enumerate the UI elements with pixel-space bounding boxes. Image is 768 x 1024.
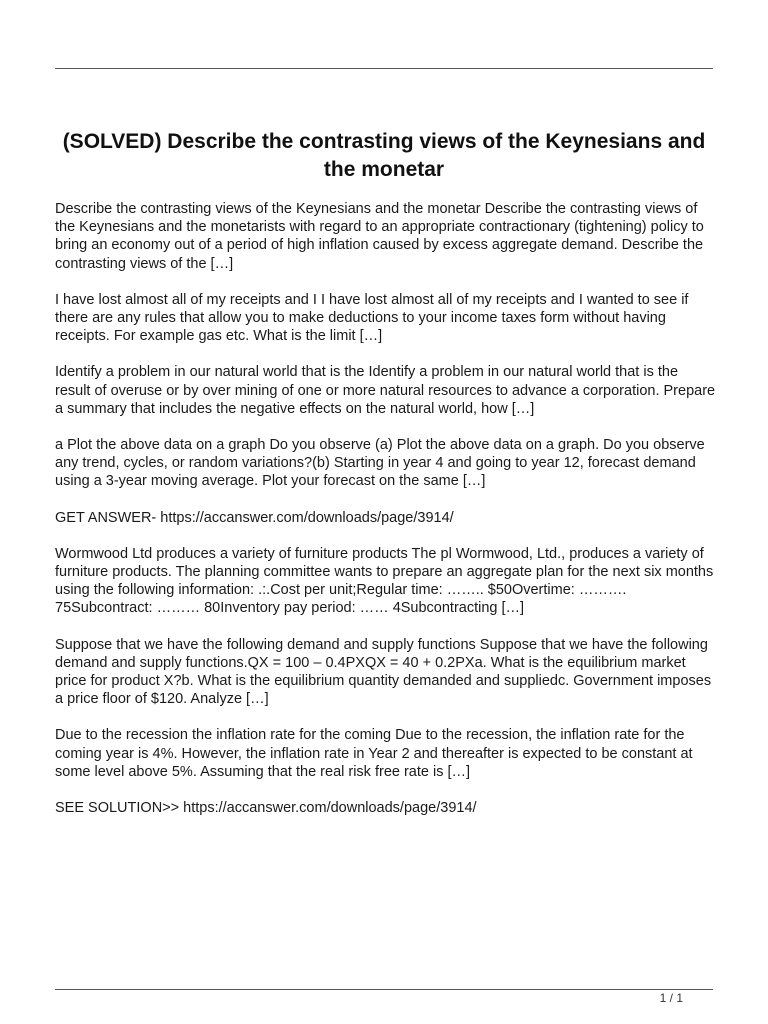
paragraph-natural-world: Identify a problem in our natural world that is the Identify a problem in our natural world that is the result of overuse or by over mining of one or more natural resources to advance a corporation. Prepare a summary that includes the negative effects on the natural world, how […] xyxy=(55,364,716,417)
get-answer-link[interactable]: GET ANSWER- https://accanswer.com/downloads/page/3914/ xyxy=(55,509,454,526)
paragraph-receipts: I have lost almost all of my receipts and I I have lost almost all of my receipts and I wanted to see if there are any rules that allow you to make deductions to your income taxes form without having receipts. For example gas etc. What is the limit […] xyxy=(55,291,689,345)
header-divider xyxy=(55,68,713,69)
see-solution-link[interactable]: SEE SOLUTION>> https://accanswer.com/downloads/page/3914/ xyxy=(55,800,477,817)
paragraph-demand-supply: Suppose that we have the following demand and supply functions Suppose that we have the following demand and supply functions.QX = 100 – 0.4PXQX = 40 + 0.2PXa. What is the equilibrium market price for product X?b. What is the equilibrium quantity demanded and suppliedc. Government imposes a price floor of $120. Analyze […] xyxy=(55,636,712,708)
document-title: (SOLVED) Describe the contrasting views of the Keynesians and the monetar xyxy=(62,130,706,181)
paragraph-inflation: Due to the recession the inflation rate for the coming Due to the recession, the inflation rate for the coming year is 4%. However, the inflation rate in Year 2 and thereafter is expected to be constant at some level above 5%. Assuming that the real risk free rate is […] xyxy=(55,727,693,780)
document-body xyxy=(55,200,717,835)
paragraph-plot-data: a Plot the above data on a graph Do you observe (a) Plot the above data on a graph. Do you observe any trend, cycles, or random variations?(b) Starting in year 4 and going to year 12, forecast demand using a 3-year moving average. Plot your forecast on the same […] xyxy=(55,437,705,490)
paragraph-keynesians: Describe the contrasting views of the Keynesians and the monetar Describe the contrasting views of the Keynesians and the monetarists with regard to an appropriate contractionary (tightening) policy to bring an economy out of a period of high inflation caused by excess aggregate demand. Describe the contrasting views of the […] xyxy=(55,201,704,272)
page-indicator: 1 / 1 xyxy=(659,991,683,1005)
footer-divider xyxy=(55,989,713,990)
paragraph-wormwood: Wormwood Ltd produces a variety of furniture products The pl Wormwood, Ltd., produces a variety of furniture products. The planning committee wants to prepare an aggregate plan for the next six months using the following information: .:.Cost per unit;Regular time: …….. $50Overtime: ………. 75Subcontract: ……… 80Inventory pay period: …… 4Subcontracting […] xyxy=(55,545,714,617)
